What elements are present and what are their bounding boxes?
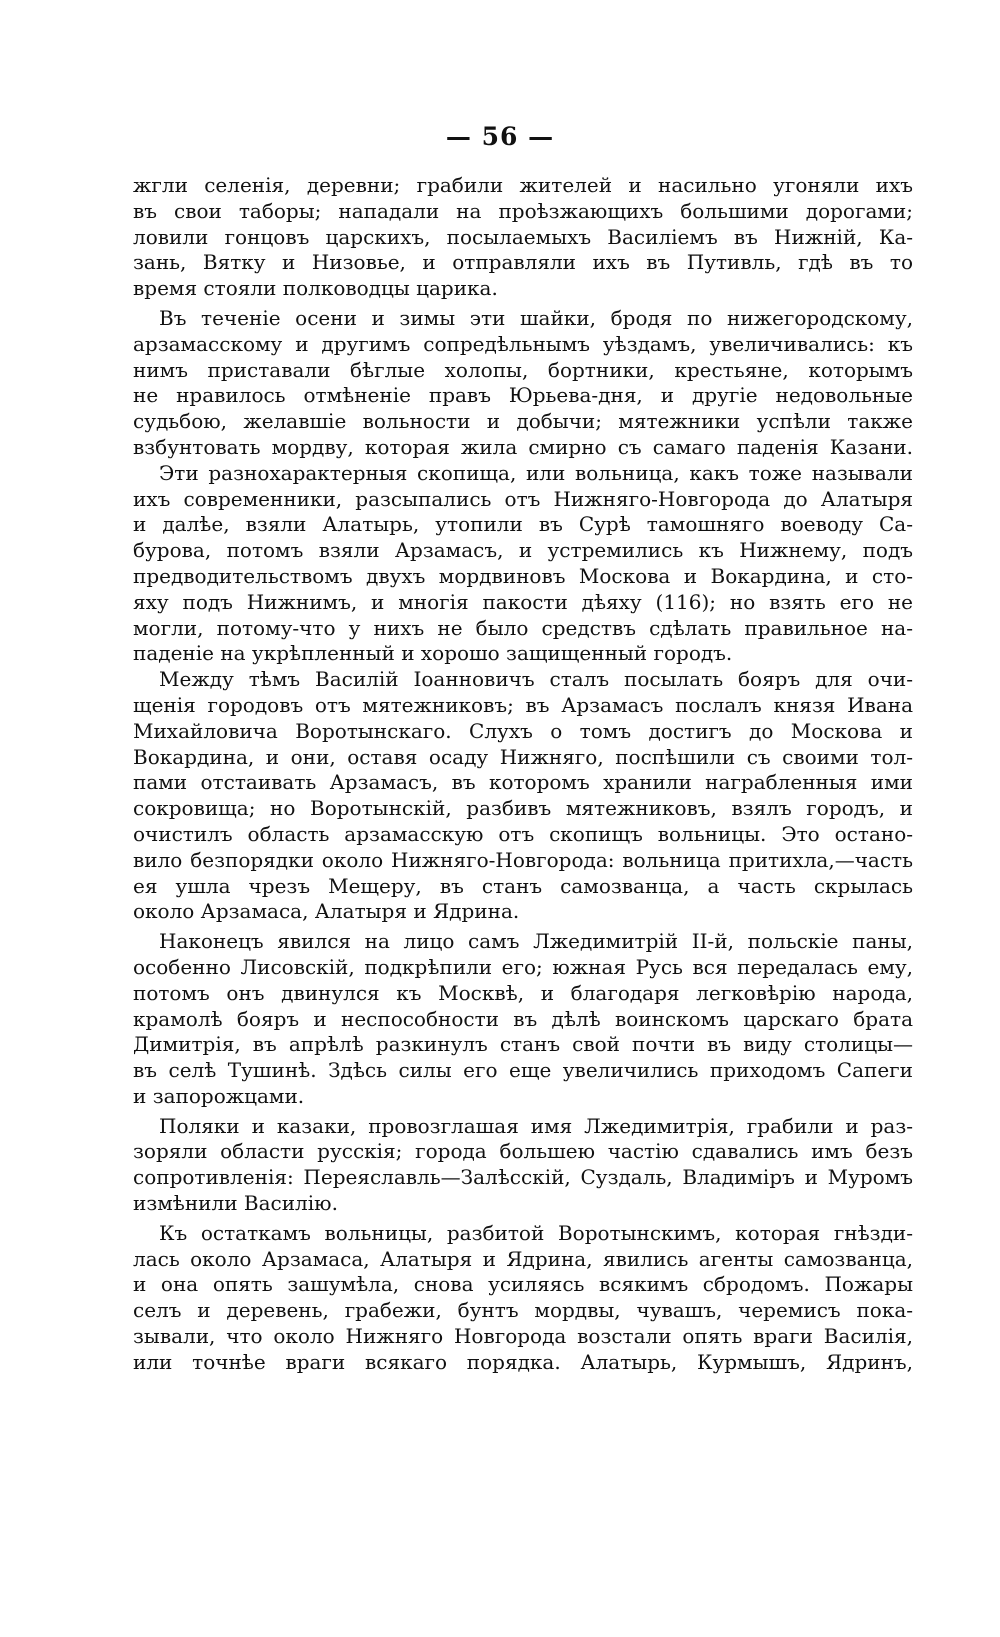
- text-line: и запорожцами.: [133, 1083, 305, 1108]
- text-line: Димитрія, въ апрѣлѣ разкинулъ станъ свой почти въ виду столицы—: [133, 1032, 913, 1057]
- text-line: бурова, потомъ взяли Арзамасъ, и устремились къ Нижнему, подъ: [133, 538, 913, 563]
- paragraph-6: [133, 1114, 913, 1217]
- text-line: судьбою, желавшіе вольности и добычи; мятежники успѣли также: [133, 409, 913, 434]
- text-line: Михайловича Воротынскаго. Слухъ о томъ достигъ до Москова и: [133, 718, 913, 743]
- text-line: Въ теченіе осени и зимы эти шайки, бродя по нижегородскому,: [159, 305, 913, 330]
- text-line: очистилъ область арзамасскую отъ скопищъ вольницы. Это остано-: [133, 821, 913, 846]
- text-line: селъ и деревень, грабежи, бунтъ мордвы, чувашъ, черемисъ пока-: [133, 1298, 913, 1323]
- paragraph-7: [133, 1221, 913, 1376]
- text-line: нимъ приставали бѣглые холопы, бортники, крестьяне, которымъ: [133, 357, 913, 382]
- paragraph-5: [133, 929, 913, 1110]
- text-line: не нравилось отмѣненіе правъ Юрьева-дня, и другіе недовольные: [133, 383, 913, 408]
- text-line: въ свои таборы; нападали на проѣзжающихъ большими дорогами;: [133, 198, 913, 223]
- text-line: и она опять зашумѣла, снова усиляясь всякимъ сбродомъ. Пожары: [133, 1272, 913, 1297]
- text-line: Наконецъ явился на лицо самъ Лжедимитрій II-й, польскіе паны,: [159, 929, 913, 954]
- text-line: или точнѣе враги всякаго порядка. Алатырь, Курмышъ, Ядринъ,: [133, 1349, 913, 1374]
- text-line: пами отстаивать Арзамасъ, въ которомъ хранили награбленныя ими: [133, 770, 913, 795]
- text-line: Къ остаткамъ вольницы, разбитой Воротынскимъ, которая гнѣзди-: [159, 1220, 913, 1245]
- text-line: сокровища; но Воротынскій, разбивъ мятежниковъ, взялъ городъ, и: [133, 796, 913, 821]
- text-line: вило безпорядки около Нижняго-Новгорода: вольница притихла,—часть: [133, 847, 913, 872]
- text-line: предводительствомъ двухъ мордвиновъ Москова и Вокардина, и сто-: [133, 563, 913, 588]
- text-line: около Арзамаса, Алатыря и Ядрина.: [133, 899, 520, 924]
- text-line: потомъ онъ двинулся къ Москвѣ, и благодаря легковѣрію народа,: [133, 980, 913, 1005]
- text-line: измѣнили Василію.: [133, 1191, 338, 1216]
- text-line: ихъ современники, разсыпались отъ Нижняго-Новгорода до Алатыря: [133, 486, 913, 511]
- text-line: жгли селенія, деревни; грабили жителей и насильно угоняли ихъ: [133, 173, 913, 197]
- paragraph-1: [133, 173, 913, 302]
- text-line: въ селѣ Тушинѣ. Здѣсь силы его еще увеличились приходомъ Сапеги: [133, 1058, 913, 1083]
- text-line: лась около Арзамаса, Алатыря и Ядрина, явились агенты самозванца,: [133, 1246, 913, 1271]
- paragraph-3: [133, 461, 913, 667]
- text-line: особенно Лисовскій, подкрѣпили его; южная Русь вся передалась ему,: [133, 954, 913, 979]
- text-line: сопротивленія: Переяславль—Залѣсскій, Суздаль, Владиміръ и Муромъ: [133, 1165, 913, 1190]
- text-line: могли, потому-что у нихъ не было средствъ сдѣлать правильное на-: [133, 615, 913, 640]
- text-line: паденіе на укрѣпленный и хорошо защищенный городъ.: [133, 641, 733, 666]
- text-line: яху подъ Нижнимъ, и многія пакости дѣяху (116); но взять его не: [133, 589, 913, 614]
- text-line: арзамасскому и другимъ сопредѣльнымъ уѣздамъ, увеличивались: къ: [133, 331, 913, 356]
- text-line: зывали, что около Нижняго Новгорода возстали опять враги Василія,: [133, 1324, 913, 1349]
- text-line: зоряли области русскія; города большею частію сдавались имъ безъ: [133, 1139, 913, 1164]
- text-line: ловили гонцовъ царскихъ, посылаемыхъ Василіемъ въ Нижній, Ка-: [133, 224, 913, 249]
- text-line: зань, Вятку и Низовье, и отправляли ихъ въ Путивль, гдѣ въ то: [133, 250, 913, 275]
- paragraph-4: [133, 667, 913, 925]
- text-line: Поляки и казаки, провозглашая имя Лжедимитрія, грабили и раз-: [159, 1113, 913, 1138]
- text-line: и далѣе, взяли Алатырь, утопили въ Сурѣ тамошняго воеводу Са-: [133, 512, 913, 537]
- page-number: — 56 —: [445, 122, 555, 151]
- text-line: взбунтовать мордву, которая жила смирно съ самаго паденія Казани.: [133, 434, 913, 459]
- body-text: [133, 173, 913, 1376]
- text-line: ея ушла чрезъ Мещеру, въ станъ самозванца, а часть скрылась: [133, 873, 913, 898]
- text-line: щенія городовъ отъ мятежниковъ; въ Арзамасъ послалъ князя Ивана: [133, 692, 913, 717]
- paragraph-2: [133, 306, 913, 461]
- text-line: Эти разнохарактерныя скопища, или вольница, какъ тоже называли: [159, 460, 913, 485]
- text-line: время стояли полководцы царика.: [133, 276, 498, 301]
- text-line: Между тѣмъ Василій Іоанновичъ сталъ посылать бояръ для очи-: [159, 667, 913, 692]
- text-line: крамолѣ бояръ и неспособности въ дѣлѣ воинскомъ царскаго брата: [133, 1006, 913, 1031]
- text-line: Вокардина, и они, оставя осаду Нижняго, поспѣшили съ своими тол-: [133, 744, 913, 769]
